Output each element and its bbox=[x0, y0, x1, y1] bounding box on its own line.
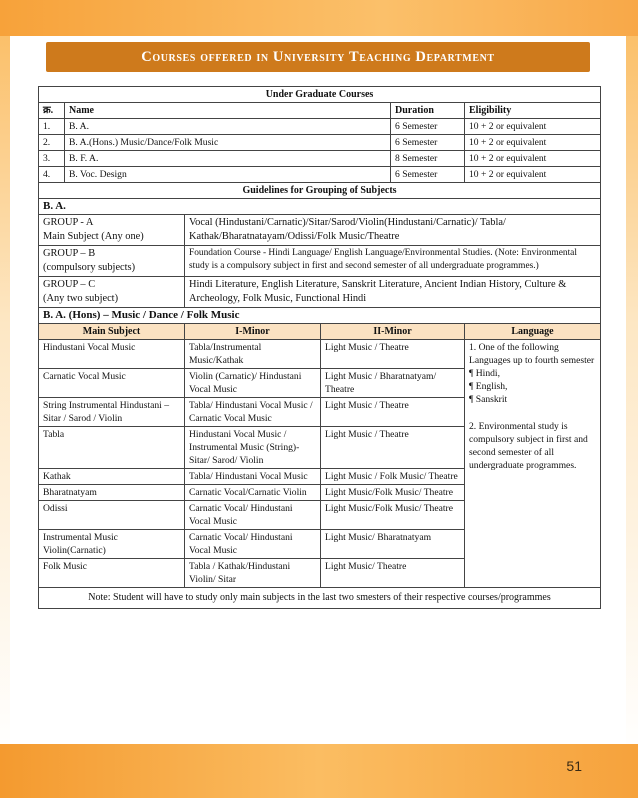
ba-group-row bbox=[39, 215, 601, 246]
hons-column-header-row bbox=[39, 324, 601, 340]
ug-duration: 8 Semester bbox=[391, 151, 465, 167]
top-decorative-band bbox=[0, 0, 638, 36]
ug-col-no: क्र. bbox=[39, 103, 65, 119]
ug-row bbox=[39, 119, 601, 135]
language-spacer bbox=[469, 406, 596, 420]
page-title-bar bbox=[46, 42, 590, 72]
hons-minor2: Light Music / Theatre bbox=[321, 427, 465, 469]
hons-minor1: Tabla/ Hindustani Vocal Music / Carnatic Vocal Music bbox=[185, 398, 321, 427]
group-rule: Main Subject (Any one) bbox=[43, 231, 144, 242]
page-title: Courses offered in University Teaching Department bbox=[141, 48, 495, 65]
group-subjects: Hindi Literature, English Literature, Sanskrit Literature, Ancient Indian History, Culture & Archeology, Folk Music, Functional Hindi bbox=[185, 277, 601, 308]
hons-row bbox=[39, 340, 601, 369]
hons-heading: B. A. (Hons) – Music / Dance / Folk Music bbox=[39, 308, 601, 324]
hons-main: Tabla bbox=[39, 427, 185, 469]
group-name: GROUP – C bbox=[43, 279, 96, 290]
ug-duration: 6 Semester bbox=[391, 167, 465, 183]
ug-col-duration: Duration bbox=[391, 103, 465, 119]
group-label bbox=[39, 277, 185, 308]
language-note: 2. Environmental study is compulsory subject in first and second semester of all undergraduate programmes. bbox=[469, 421, 588, 471]
hons-col-minor2: II-Minor bbox=[321, 324, 465, 340]
ug-name: B. A. bbox=[65, 119, 391, 135]
group-name: GROUP – B bbox=[43, 248, 96, 259]
hons-minor2: Light Music / Theatre bbox=[321, 340, 465, 369]
ug-eligibility: 10 + 2 or equivalent bbox=[465, 135, 601, 151]
courses-table bbox=[38, 86, 601, 609]
ug-name: B. A.(Hons.) Music/Dance/Folk Music bbox=[65, 135, 391, 151]
page-number: 51 bbox=[566, 758, 582, 774]
note-row bbox=[39, 588, 601, 609]
ug-eligibility: 10 + 2 or equivalent bbox=[465, 151, 601, 167]
hons-col-main: Main Subject bbox=[39, 324, 185, 340]
ug-heading-row bbox=[39, 87, 601, 103]
hons-minor2: Light Music/ Theatre bbox=[321, 559, 465, 588]
ug-duration: 6 Semester bbox=[391, 119, 465, 135]
ug-name: B. F. A. bbox=[65, 151, 391, 167]
hons-main: Hindustani Vocal Music bbox=[39, 340, 185, 369]
ug-no: 3. bbox=[39, 151, 65, 167]
ba-heading-row bbox=[39, 199, 601, 215]
language-item: ¶ Hindi, bbox=[469, 368, 500, 379]
hons-minor2: Light Music/ Bharatnatyam bbox=[321, 530, 465, 559]
group-subjects: Vocal (Hindustani/Carnatic)/Sitar/Sarod/Violin(Hindustani/Carnatic)/ Tabla/ Kathak/Bharatnatayam/Odissi/Folk Music/Theatre bbox=[185, 215, 601, 246]
ug-row bbox=[39, 135, 601, 151]
hons-minor2: Light Music / Theatre bbox=[321, 398, 465, 427]
ug-row bbox=[39, 151, 601, 167]
ba-group-row bbox=[39, 277, 601, 308]
right-decorative-band bbox=[626, 36, 638, 756]
hons-minor1: Tabla/Instrumental Music/Kathak bbox=[185, 340, 321, 369]
courses-sheet bbox=[38, 86, 600, 609]
ug-no: 1. bbox=[39, 119, 65, 135]
hons-col-language: Language bbox=[465, 324, 601, 340]
group-name: GROUP - A bbox=[43, 217, 94, 228]
hons-minor1: Carnatic Vocal/ Hindustani Vocal Music bbox=[185, 501, 321, 530]
hons-minor1: Violin (Carnatic)/ Hindustani Vocal Music bbox=[185, 369, 321, 398]
ug-heading: Under Graduate Courses bbox=[39, 87, 601, 103]
ug-no: 2. bbox=[39, 135, 65, 151]
ug-row bbox=[39, 167, 601, 183]
hons-minor2: Light Music/Folk Music/ Theatre bbox=[321, 501, 465, 530]
hons-main: Carnatic Vocal Music bbox=[39, 369, 185, 398]
hons-main: Odissi bbox=[39, 501, 185, 530]
left-decorative-band bbox=[0, 36, 10, 756]
hons-minor2: Light Music/Folk Music/ Theatre bbox=[321, 485, 465, 501]
hons-main: String Instrumental Hindustani – Sitar / Sarod / Violin bbox=[39, 398, 185, 427]
ba-heading: B. A. bbox=[39, 199, 601, 215]
hons-minor2: Light Music / Bharatnatyam/ Theatre bbox=[321, 369, 465, 398]
hons-language-cell bbox=[465, 340, 601, 588]
guidelines-heading-row bbox=[39, 183, 601, 199]
hons-col-minor1: I-Minor bbox=[185, 324, 321, 340]
guidelines-heading: Guidelines for Grouping of Subjects bbox=[39, 183, 601, 199]
ug-eligibility: 10 + 2 or equivalent bbox=[465, 167, 601, 183]
ug-col-name: Name bbox=[65, 103, 391, 119]
group-subjects: Foundation Course - Hindi Language/ English Language/Environmental Studies. (Note: Environmental study is a compulsory subject in first and second semester of all undergraduate programmes.) bbox=[185, 246, 601, 277]
group-label bbox=[39, 215, 185, 246]
hons-main: Folk Music bbox=[39, 559, 185, 588]
hons-minor2: Light Music / Folk Music/ Theatre bbox=[321, 469, 465, 485]
group-rule: (compulsory subjects) bbox=[43, 262, 136, 273]
hons-minor1: Tabla / Kathak/Hindustani Violin/ Sitar bbox=[185, 559, 321, 588]
ug-column-header-row bbox=[39, 103, 601, 119]
ug-col-eligibility: Eligibility bbox=[465, 103, 601, 119]
language-intro: 1. One of the following Languages up to fourth semester bbox=[469, 342, 595, 366]
footer-note: Note: Student will have to study only main subjects in the last two smesters of their respective courses/programmes bbox=[39, 588, 601, 609]
group-rule: (Any two subject) bbox=[43, 293, 119, 304]
hons-minor1: Tabla/ Hindustani Vocal Music bbox=[185, 469, 321, 485]
ug-eligibility: 10 + 2 or equivalent bbox=[465, 119, 601, 135]
hons-main: Kathak bbox=[39, 469, 185, 485]
ug-no: 4. bbox=[39, 167, 65, 183]
hons-main: Bharatnatyam bbox=[39, 485, 185, 501]
hons-minor1: Carnatic Vocal/Carnatic Violin bbox=[185, 485, 321, 501]
hons-main: Instrumental Music Violin(Carnatic) bbox=[39, 530, 185, 559]
group-label bbox=[39, 246, 185, 277]
language-item: ¶ English, bbox=[469, 381, 508, 392]
language-item: ¶ Sanskrit bbox=[469, 394, 508, 405]
hons-heading-row bbox=[39, 308, 601, 324]
hons-minor1: Carnatic Vocal/ Hindustani Vocal Music bbox=[185, 530, 321, 559]
ug-duration: 6 Semester bbox=[391, 135, 465, 151]
ba-group-row bbox=[39, 246, 601, 277]
bottom-decorative-band bbox=[0, 744, 638, 798]
ug-name: B. Voc. Design bbox=[65, 167, 391, 183]
hons-minor1: Hindustani Vocal Music / Instrumental Music (String)-Sitar/ Sarod/ Violin bbox=[185, 427, 321, 469]
